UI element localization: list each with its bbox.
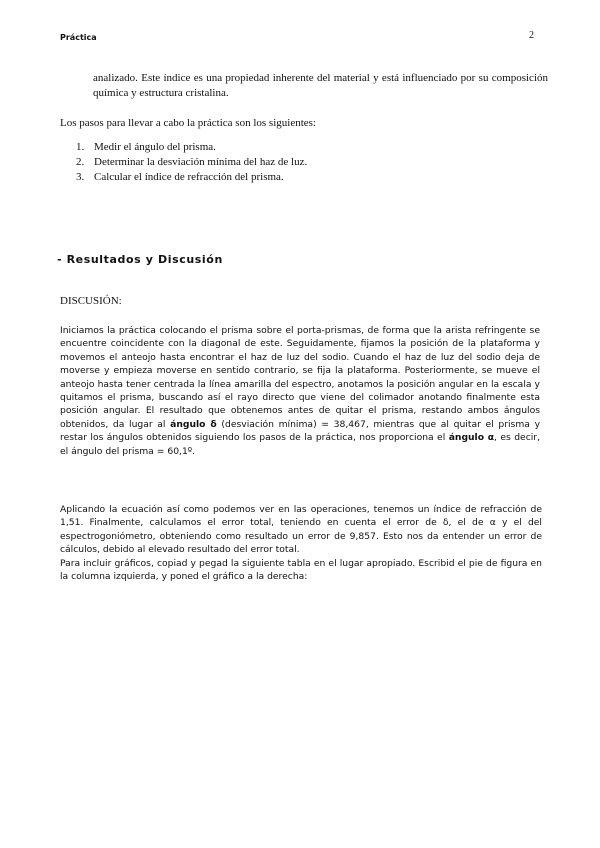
list-item <box>76 170 307 185</box>
header-title: Práctica <box>60 33 97 42</box>
list-item-number: 1. <box>76 141 85 153</box>
bold-term-alpha: ángulo α <box>448 432 495 444</box>
list-item <box>76 140 307 155</box>
paragraph-text: (desviación mínima) = 38,467, mientras que al quitar el prisma y restar los ángulos obtenidos siguiendo los pasos de la práctica, nos proporciona el <box>60 418 541 444</box>
list-item-text: Medir el ángulo del prisma. <box>94 141 216 153</box>
section-title: - Resultados y Discusión <box>57 253 223 266</box>
figure-instructions-text: Para incluir gráficos, copiad y pegad la siguiente tabla en el lugar apropiado. Escribid el pie de figura en la columna izquierda, y poned el gráfico a la derecha: <box>60 557 542 583</box>
results-text: Aplicando la ecuación así como podemos ver en las operaciones, tenemos un índice de refracción de 1,51. Finalmente, calculamos el error total, teniendo en cuenta el error de δ, el de α y el del espectrogoniómetro, obteniendo como resultado un error de 9,857. Esto nos da entender un error de cálculos, debido al elevado resultado del error total. <box>60 504 542 556</box>
intro-paragraph: analizado. Este índice es una propiedad inherente del material y está influenciado por su composición química y estructura cristalina. <box>93 72 548 99</box>
list-item-text: Determinar la desviación mínima del haz de luz. <box>94 156 308 168</box>
list-item-text: Calcular el índice de refracción del prisma. <box>94 171 284 183</box>
steps-intro: Los pasos para llevar a cabo la práctica son los siguientes: <box>60 117 316 129</box>
results-paragraph <box>60 503 542 583</box>
paragraph-text: Iniciamos la práctica colocando el prisma sobre el porta-prismas, de forma que la arista refringente se encuentre coincidente con la diagonal de este. Seguidamente, fijamos la posición de la plataforma y movemos el anteojo hasta encontrar el haz de luz del sodio. Cuando el haz de luz del sodio deja de moverse y empieza moverse en sentido contrario, se fija la plataforma. Posteriormente, se mueve el anteojo hasta tener centrada la línea amarilla del espectro, anotamos la posición angular en la escala y quitamos el prisma, buscando así el rayo directo que viene del colimador anotando finalmente esta posición angular. El resultado que obtenemos antes de quitar el prisma, restando ambos ángulos obtenidos, da lugar al <box>60 325 540 430</box>
page-number: 2 <box>529 30 534 41</box>
list-item <box>76 155 307 170</box>
list-item-number: 2. <box>76 156 85 168</box>
paragraph-text: , es decir, el ángulo del prisma = 60,1º. <box>60 432 540 457</box>
list-item-number: 3. <box>76 171 85 183</box>
bold-term-delta: ángulo δ <box>170 418 217 430</box>
discussion-label: DISCUSIÓN: <box>60 295 122 307</box>
discussion-paragraph <box>60 324 540 458</box>
steps-list <box>76 140 307 185</box>
